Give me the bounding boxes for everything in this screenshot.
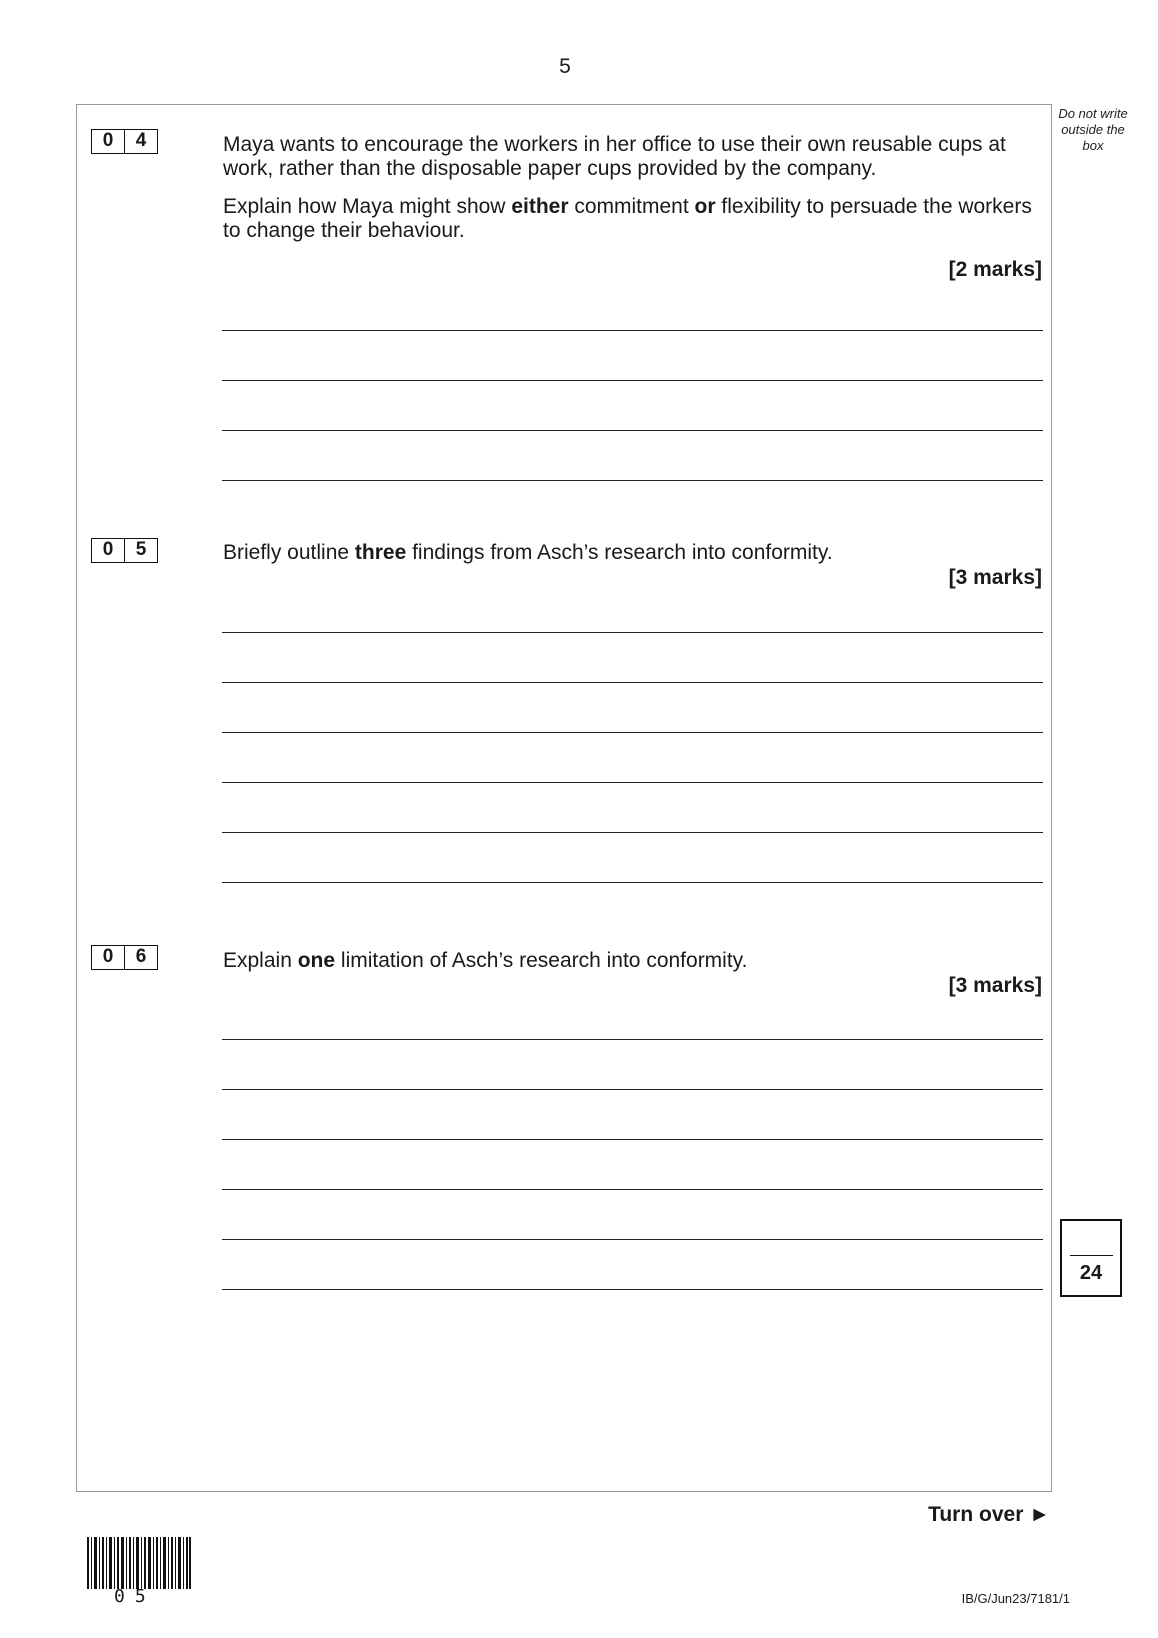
question-text-run: findings from Asch’s research into conformity. xyxy=(406,541,833,564)
question-06-text xyxy=(223,949,1043,973)
question-paragraph xyxy=(223,541,1043,565)
question-paragraph xyxy=(223,133,1043,181)
answer-line[interactable] xyxy=(222,330,1043,331)
answer-line[interactable] xyxy=(222,782,1043,783)
question-text-run: Briefly outline xyxy=(223,541,355,564)
question-text-run: Explain xyxy=(223,949,298,972)
answer-line[interactable] xyxy=(222,1189,1043,1190)
question-text-run: limitation of Asch’s research into conformity. xyxy=(335,949,748,972)
page-number: 5 xyxy=(559,55,571,78)
paper-reference: IB/G/Jun23/7181/1 xyxy=(961,1591,1070,1606)
answer-line[interactable] xyxy=(222,430,1043,431)
question-text-run: flexibility to persuade the workers to change their behaviour. xyxy=(223,195,1032,242)
question-paragraph xyxy=(223,195,1043,243)
page-total-box xyxy=(1060,1219,1122,1297)
turn-over-label: Turn over ► xyxy=(928,1503,1050,1526)
answer-line[interactable] xyxy=(222,1139,1043,1140)
question-digit: 0 xyxy=(102,946,114,967)
answer-line[interactable] xyxy=(222,1089,1043,1090)
answer-line[interactable] xyxy=(222,1239,1043,1240)
answer-line[interactable] xyxy=(222,632,1043,633)
answer-frame xyxy=(76,104,1052,1492)
answer-line[interactable] xyxy=(222,1289,1043,1290)
emphasis-text: or xyxy=(694,195,716,218)
emphasis-text: one xyxy=(297,949,336,972)
answer-line[interactable] xyxy=(222,1039,1043,1040)
answer-line[interactable] xyxy=(222,682,1043,683)
marks-label: [3 marks] xyxy=(948,566,1042,589)
question-number-05 xyxy=(91,538,158,563)
question-digit: 4 xyxy=(124,130,157,153)
answer-line[interactable] xyxy=(222,380,1043,381)
total-divider xyxy=(1070,1255,1113,1256)
answer-line[interactable] xyxy=(222,832,1043,833)
answer-line[interactable] xyxy=(222,732,1043,733)
question-digit: 6 xyxy=(124,946,157,969)
question-paragraph xyxy=(223,949,1043,973)
question-digit: 0 xyxy=(102,539,114,560)
question-text-run: Maya wants to encourage the workers in her office to use their own reusable cups at work, rather than the disposable paper cups provided by the company. xyxy=(223,133,1006,180)
page-total-value: 24 xyxy=(1079,1262,1103,1284)
question-number-06 xyxy=(91,945,158,970)
answer-line[interactable] xyxy=(222,882,1043,883)
emphasis-text: either xyxy=(511,195,569,218)
marks-label: [2 marks] xyxy=(948,258,1042,281)
margin-note: Do not write outside the box xyxy=(1058,106,1128,153)
marks-label: [3 marks] xyxy=(948,974,1042,997)
question-digit: 5 xyxy=(124,539,157,562)
question-04-text xyxy=(223,133,1043,243)
question-digit: 0 xyxy=(102,130,114,151)
emphasis-text: three xyxy=(354,541,407,564)
barcode-icon xyxy=(87,1537,191,1589)
question-text-run: Explain how Maya might show xyxy=(223,195,512,218)
barcode-digits: 05 xyxy=(114,1586,156,1607)
answer-line[interactable] xyxy=(222,480,1043,481)
question-05-text xyxy=(223,541,1043,565)
question-text-run: commitment xyxy=(568,195,695,218)
question-number-04 xyxy=(91,129,158,154)
